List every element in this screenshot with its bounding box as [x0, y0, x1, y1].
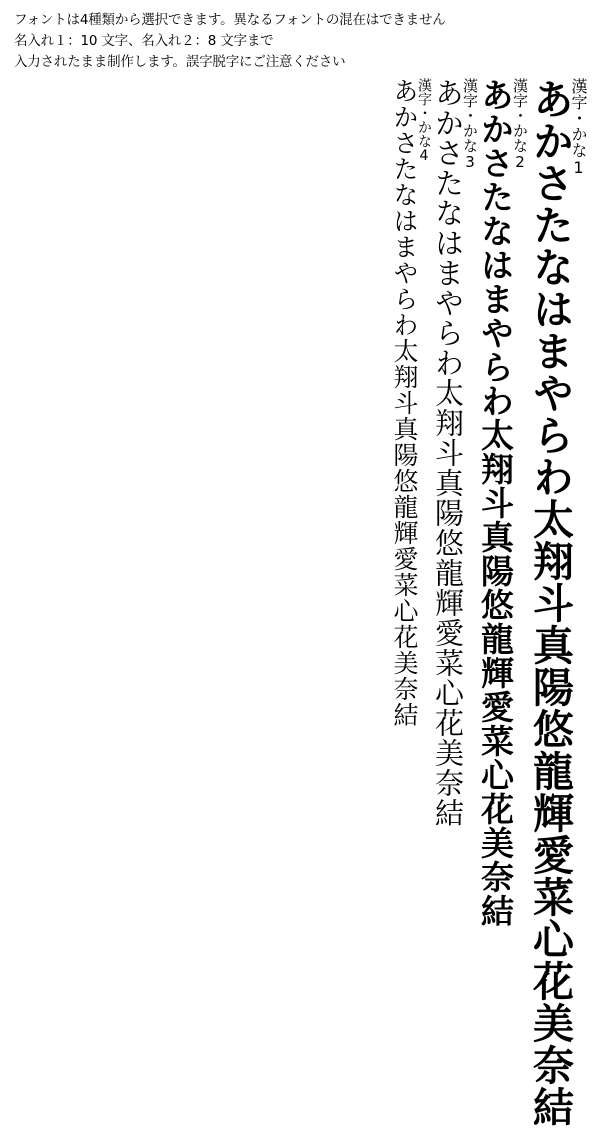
font-sample-label-4: 漢字・かな4: [416, 78, 432, 164]
font-sample-text-3: あかさたなはまやらわ太翔斗真陽悠龍輝愛菜心花美奈結: [431, 78, 465, 828]
notice-block: [14, 10, 586, 73]
font-sample-text-1: あかさたなはまやらわ太翔斗真陽悠龍輝愛菜心花美奈結: [526, 78, 574, 1128]
font-sample-1: [526, 78, 588, 1128]
font-sample-2: [476, 78, 529, 928]
font-sample-list: [14, 78, 588, 1128]
notice-line-2: 名入れ１：10 文字、名入れ２：8 文字まで: [14, 32, 274, 49]
font-sample-text-4: あかさたなはまやらわ太翔斗真陽悠龍輝愛菜心花美奈結: [390, 78, 419, 728]
font-sample-label-3: 漢字・かな3: [461, 78, 479, 171]
font-sample-label-1: 漢字・かな1: [569, 78, 588, 177]
font-sample-text-2: あかさたなはまやらわ太翔斗真陽悠龍輝愛菜心花美奈結: [476, 78, 515, 928]
font-sample-3: [431, 78, 479, 828]
font-sample-label-2: 漢字・かな2: [511, 78, 529, 171]
notice-line-1: フォントは4種類から選択できます。異なるフォントの混在はできません: [14, 12, 446, 28]
font-sample-4: [390, 78, 432, 728]
notice-line-3: 入力されたまま制作します。誤字脱字にご注意ください: [14, 53, 346, 70]
